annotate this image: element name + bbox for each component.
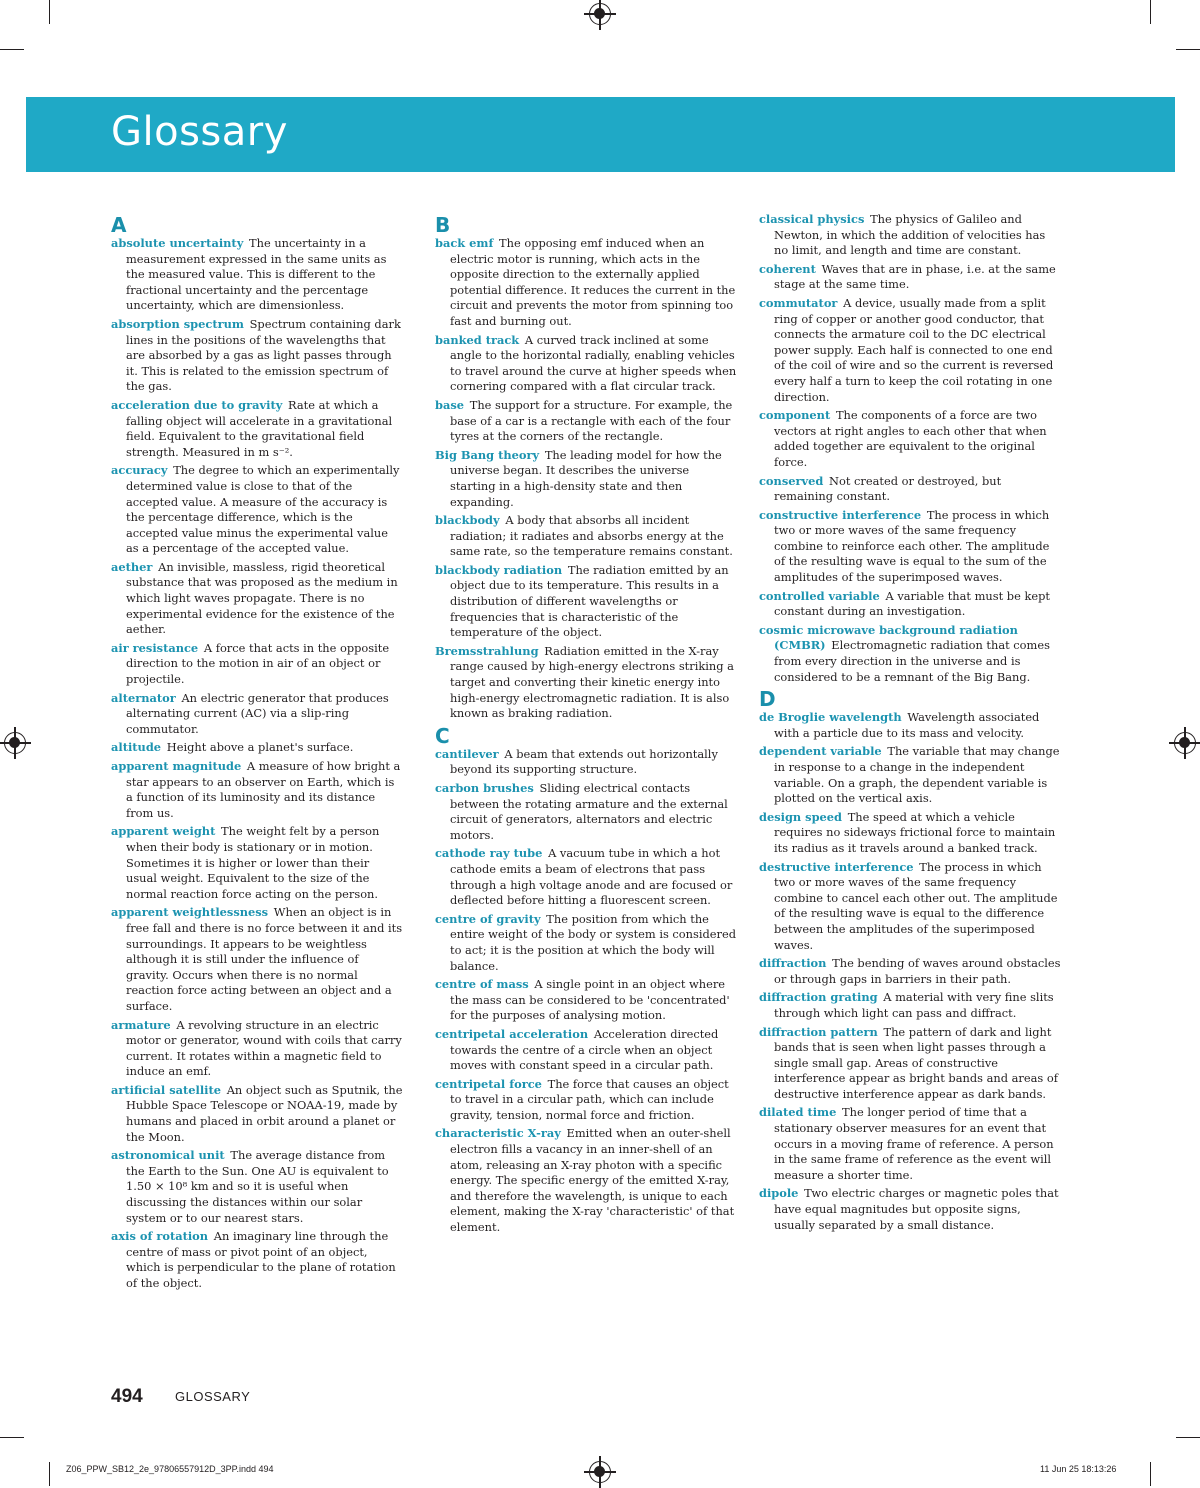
glossary-term: centre of mass <box>435 977 529 992</box>
glossary-term: blackbody radiation <box>435 562 563 577</box>
registration-mark-icon <box>589 1461 611 1483</box>
glossary-entry <box>435 398 737 445</box>
glossary-term: classical physics <box>759 212 865 226</box>
glossary-term: astronomical unit <box>111 1148 225 1163</box>
glossary-entry <box>435 846 737 908</box>
glossary-term: dilated time <box>759 1105 837 1120</box>
glossary-definition: The average distance from the Earth to the Sun. One AU is equivalent to 1.50 × 10⁸ km and so it is useful when discussing the distances within our solar system or to our nearest stars. <box>126 1148 389 1225</box>
glossary-entry <box>759 860 1063 954</box>
glossary-entry <box>759 1186 1063 1233</box>
glossary-definition: The longer period of time that a stationary observer measures for an event that occurs in a moving frame of reference. A person in the same frame of reference as the event will measure a shorter time. <box>774 1105 1054 1182</box>
glossary-definition: Waves that are in phase, i.e. at the same stage at the same time. <box>774 261 1056 292</box>
glossary-term: centripetal acceleration <box>435 1026 589 1041</box>
glossary-entry <box>111 759 403 821</box>
glossary-entry <box>435 1027 737 1074</box>
glossary-entry <box>111 1083 403 1145</box>
glossary-definition: Emitted when an outer-shell electron fills a vacancy in an inner-shell of an atom, releasing an X-ray photon with a specific energy. The specific energy of the emitted X-ray, and therefore the wavelength, is unique to each element, making the X-ray 'characteristic' of that element. <box>450 1126 735 1235</box>
glossary-definition: An invisible, massless, rigid theoretical substance that was proposed as the medium in which light waves propagate. There is no experimental evidence for the existence of the aether. <box>126 559 398 637</box>
glossary-definition: The bending of waves around obstacles or through gaps in barriers in their path. <box>774 956 1061 986</box>
glossary-definition: The force that causes an object to travel in a circular path, which can include gravity, tension, normal force and friction. <box>450 1076 729 1122</box>
glossary-entry <box>759 623 1063 685</box>
glossary-entry <box>111 691 403 738</box>
glossary-term: destructive interference <box>759 859 914 874</box>
glossary-column-2 <box>435 212 737 1239</box>
glossary-term: apparent weight <box>111 824 216 839</box>
crop-mark <box>0 49 24 50</box>
glossary-term: apparent weightlessness <box>111 905 269 920</box>
glossary-term: Bremsstrahlung <box>435 643 539 658</box>
glossary-column-3 <box>759 212 1063 1236</box>
crop-mark <box>1150 0 1151 24</box>
slug-file-name: Z06_PPW_SB12_2e_97806557912D_3PP.indd 494 <box>66 1464 274 1474</box>
glossary-term: banked track <box>435 332 520 347</box>
glossary-term: axis of rotation <box>111 1229 209 1244</box>
glossary-term: diffraction pattern <box>759 1024 878 1039</box>
page-number: 494 <box>111 1386 143 1407</box>
crop-mark <box>49 0 50 24</box>
crop-mark <box>1176 49 1200 50</box>
glossary-term: de Broglie wavelength <box>759 710 902 725</box>
glossary-definition: Wavelength associated with a particle due to its mass and velocity. <box>774 710 1040 740</box>
title-banner <box>26 97 1175 172</box>
glossary-entry <box>759 262 1063 293</box>
glossary-term: diffraction grating <box>759 990 878 1005</box>
section-letter-heading: D <box>759 687 776 712</box>
glossary-definition: The support for a structure. For example, the base of a car is a rectangle with each of the four tyres at the corners of the rectangle. <box>450 397 733 444</box>
glossary-definition: Acceleration directed towards the centre of a circle when an object moves with constant speed in a circular path. <box>450 1026 719 1073</box>
glossary-entry <box>759 990 1063 1021</box>
glossary-entry <box>435 747 737 778</box>
glossary-term: blackbody <box>435 513 500 528</box>
glossary-definition: A device, usually made from a split ring of copper or another good conductor, that connects the armature coil to the DC electrical power supply. Each half is connected to one end of the coil of wire and so the current is reversed every half a turn to keep the coil rotating in one direction. <box>774 295 1054 404</box>
glossary-entry <box>759 589 1063 620</box>
glossary-definition: The speed at which a vehicle requires no sideways frictional force to maintain its radius as it travels around a banked track. <box>774 809 1056 855</box>
glossary-definition: A body that absorbs all incident radiation; it radiates and absorbs energy at the same rate, so the temperature remains constant. <box>450 513 733 559</box>
glossary-term: absolute uncertainty <box>111 236 244 250</box>
glossary-definition: An imaginary line through the centre of mass or pivot point of an object, which is perpendicular to the plane of rotation of the object. <box>126 1229 396 1290</box>
glossary-entry <box>111 1148 403 1226</box>
glossary-term: cosmic microwave background radiation (CMBR) <box>759 622 1018 653</box>
glossary-definition: The position from which the entire weight of the body or system is considered to act; it is the position at which the body will balance. <box>450 911 737 973</box>
glossary-term: aether <box>111 559 153 574</box>
glossary-term: dependent variable <box>759 744 882 759</box>
glossary-entry <box>435 563 737 641</box>
registration-mark-icon <box>1174 732 1196 754</box>
glossary-term: carbon brushes <box>435 781 534 795</box>
glossary-entry <box>435 236 737 330</box>
glossary-entry <box>111 824 403 902</box>
glossary-definition: The variable that may change in response to a change in the independent variable. On a graph, the dependent variable is plotted on the vertical axis. <box>774 744 1060 806</box>
page-title: Glossary <box>111 109 288 155</box>
glossary-definition: The weight felt by a person when their body is stationary or in motion. Sometimes it is higher or lower than their usual weight. Equivalent to the size of the normal reaction force acting on the person. <box>126 824 380 901</box>
glossary-definition: Electromagnetic radiation that comes from every direction in the universe and is considered to be a remnant of the Big Bang. <box>774 638 1050 684</box>
glossary-term: armature <box>111 1017 171 1032</box>
glossary-term: dipole <box>759 1186 799 1201</box>
glossary-term: cathode ray tube <box>435 846 543 861</box>
glossary-entry <box>759 474 1063 505</box>
glossary-term: alternator <box>111 690 176 705</box>
section-letter-heading: A <box>111 213 127 237</box>
glossary-definition: A variable that must be kept constant during an investigation. <box>774 588 1050 619</box>
glossary-term: base <box>435 397 465 412</box>
glossary-term: design speed <box>759 809 842 824</box>
glossary-entry <box>759 1025 1063 1103</box>
glossary-entry <box>435 912 737 974</box>
glossary-term: component <box>759 408 831 423</box>
glossary-entry <box>759 810 1063 857</box>
glossary-entry <box>435 513 737 560</box>
glossary-definition: Not created or destroyed, but remaining constant. <box>774 473 1002 504</box>
glossary-definition: A vacuum tube in which a hot cathode emits a beam of electrons that pass through a high voltage anode and are focused or deflected before hitting a fluorescent screen. <box>450 846 733 908</box>
glossary-term: altitude <box>111 740 162 755</box>
glossary-term: acceleration due to gravity <box>111 397 283 412</box>
glossary-definition: Two electric charges or magnetic poles that have equal magnitudes but opposite signs, usually separated by a small distance. <box>774 1186 1059 1232</box>
section-letter-heading: B <box>435 213 451 237</box>
glossary-entry <box>111 463 403 557</box>
glossary-definition: A measure of how bright a star appears to an observer on Earth, which is a function of its luminosity and its distance from us. <box>126 759 401 820</box>
glossary-entry <box>759 1105 1063 1183</box>
glossary-entry <box>435 448 737 510</box>
glossary-definition: The leading model for how the universe began. It describes the universe starting in a high-density state and then expanding. <box>450 447 722 509</box>
glossary-definition: An object such as Sputnik, the Hubble Space Telescope or NOAA-19, made by humans and placed in orbit around a planet or the Moon. <box>126 1082 403 1144</box>
glossary-definition: When an object is in free fall and there is no force between it and its surroundings. It appears to be weightless although it is still under the influence of gravity. Occurs when there is no normal reaction force acting between an object and a surface. <box>126 905 403 1013</box>
glossary-term: back emf <box>435 236 494 250</box>
glossary-term: air resistance <box>111 640 199 655</box>
glossary-entry <box>111 1018 403 1080</box>
glossary-entry <box>111 560 403 638</box>
crop-mark <box>0 1437 24 1438</box>
registration-mark-icon <box>4 732 26 754</box>
glossary-term: diffraction <box>759 956 827 971</box>
glossary-definition: An electric generator that produces alternating current (AC) via a slip-ring commutator. <box>126 690 389 736</box>
glossary-term: artificial satellite <box>111 1082 221 1097</box>
glossary-entry <box>759 956 1063 987</box>
glossary-entry <box>435 644 737 722</box>
glossary-definition: The opposing emf induced when an electric motor is running, which acts in the opposite direction to the externally applied potential difference. It reduces the current in the circuit and prevents the motor from spinning too fast and burning out. <box>450 236 736 328</box>
glossary-entry <box>111 641 403 688</box>
glossary-definition: The process in which two or more waves of the same frequency combine to cancel each other out. The amplitude of the resulting wave is equal to the difference between the amplitudes of the superimposed waves. <box>774 859 1058 952</box>
glossary-term: centripetal force <box>435 1076 542 1091</box>
section-letter-heading: C <box>435 723 450 748</box>
crop-mark <box>1150 1462 1151 1486</box>
slug-timestamp: 11 Jun 25 18:13:26 <box>1040 1464 1117 1474</box>
glossary-entry <box>435 977 737 1024</box>
glossary-entry <box>759 508 1063 586</box>
glossary-term: coherent <box>759 261 816 276</box>
glossary-entry <box>759 744 1063 806</box>
glossary-definition: The degree to which an experimentally determined value is close to that of the accepted value. A measure of the accuracy is the percentage difference, which is the accepted value minus the experimental value as a percentage of the accepted value. <box>126 463 400 556</box>
crop-mark <box>1176 1437 1200 1438</box>
glossary-term: characteristic X-ray <box>435 1126 561 1141</box>
glossary-entry <box>759 212 1063 259</box>
glossary-term: constructive interference <box>759 507 922 522</box>
glossary-definition: The radiation emitted by an object due to its temperature. This results in a distribution of different wavelengths or frequencies that is characteristic of the temperature of the object. <box>450 562 729 640</box>
glossary-definition: The process in which two or more waves of the same frequency combine to reinforce each other. The amplitude of the resulting wave is equal to the sum of the amplitudes of the superimposed waves. <box>774 507 1050 585</box>
glossary-definition: The uncertainty in a measurement expressed in the same units as the measured value. This is different to the fractional uncertainty and the percentage uncertainty, which are dimensionless. <box>126 236 387 313</box>
glossary-entry <box>111 398 403 460</box>
glossary-entry <box>111 1229 403 1291</box>
glossary-term: Big Bang theory <box>435 447 540 462</box>
glossary-column-1 <box>111 212 403 1295</box>
glossary-entry <box>435 333 737 395</box>
glossary-definition: Sliding electrical contacts between the rotating armature and the external circuit of generators, alternators and electric motors. <box>450 781 728 842</box>
glossary-entry <box>435 1126 737 1235</box>
footer-section-label: GLOSSARY <box>175 1389 251 1404</box>
glossary-term: absorption spectrum <box>111 316 244 331</box>
glossary-term: apparent magnitude <box>111 759 242 773</box>
glossary-definition: A revolving structure in an electric motor or generator, wound with coils that carry current. It rotates within a magnetic field to induce an emf. <box>126 1017 402 1079</box>
registration-mark-icon <box>589 3 611 25</box>
glossary-term: cantilever <box>435 746 499 761</box>
glossary-entry <box>111 740 403 756</box>
glossary-definition: Radiation emitted in the X-ray range caused by high-energy electrons striking a target and converting their kinetic energy into high-energy electromagnetic radiation. It is also known as braking radiation. <box>450 643 734 721</box>
glossary-entry <box>435 781 737 843</box>
glossary-term: conserved <box>759 473 824 488</box>
glossary-definition: Height above a planet's surface. <box>166 740 354 755</box>
glossary-term: controlled variable <box>759 588 880 603</box>
glossary-entry <box>435 1077 737 1124</box>
glossary-term: centre of gravity <box>435 911 541 926</box>
glossary-entry <box>759 408 1063 470</box>
glossary-entry <box>111 317 403 395</box>
glossary-definition: A material with very fine slits through which light can pass and diffract. <box>774 990 1054 1020</box>
glossary-definition: A curved track inclined at some angle to the horizontal radially, enabling vehicles to travel around the curve at higher speeds when cornering compared with a flat circular track. <box>450 332 737 394</box>
glossary-definition: A single point in an object where the mass can be considered to be 'concentrated' for the purposes of analysing motion. <box>450 977 730 1023</box>
glossary-definition: The components of a force are two vectors at right angles to each other that when added together are equivalent to the original force. <box>774 408 1047 469</box>
glossary-definition: The pattern of dark and light bands that is seen when light passes through a single small gap. Areas of constructive interference appear as bright bands and areas of destructive interference appear as dark bands. <box>774 1024 1058 1101</box>
glossary-term: commutator <box>759 295 838 310</box>
glossary-term: accuracy <box>111 463 168 478</box>
crop-mark <box>49 1462 50 1486</box>
glossary-definition: Spectrum containing dark lines in the positions of the wavelengths that are absorbed by a gas as light passes through it. This is related to the emission spectrum of the gas. <box>126 316 401 394</box>
glossary-definition: A beam that extends out horizontally beyond its supporting structure. <box>450 746 718 777</box>
glossary-entry <box>111 905 403 1014</box>
glossary-entry <box>759 710 1063 741</box>
glossary-definition: Rate at which a falling object will accelerate in a gravitational field. Equivalent to the gravitational field strength. Measured in m s⁻². <box>126 397 393 459</box>
glossary-definition: A force that acts in the opposite direction to the motion in air of an object or projectile. <box>126 640 390 687</box>
glossary-definition: The physics of Galileo and Newton, in which the addition of velocities has no limit, and length and time are constant. <box>774 212 1046 258</box>
glossary-entry <box>111 236 403 314</box>
glossary-entry <box>759 296 1063 405</box>
